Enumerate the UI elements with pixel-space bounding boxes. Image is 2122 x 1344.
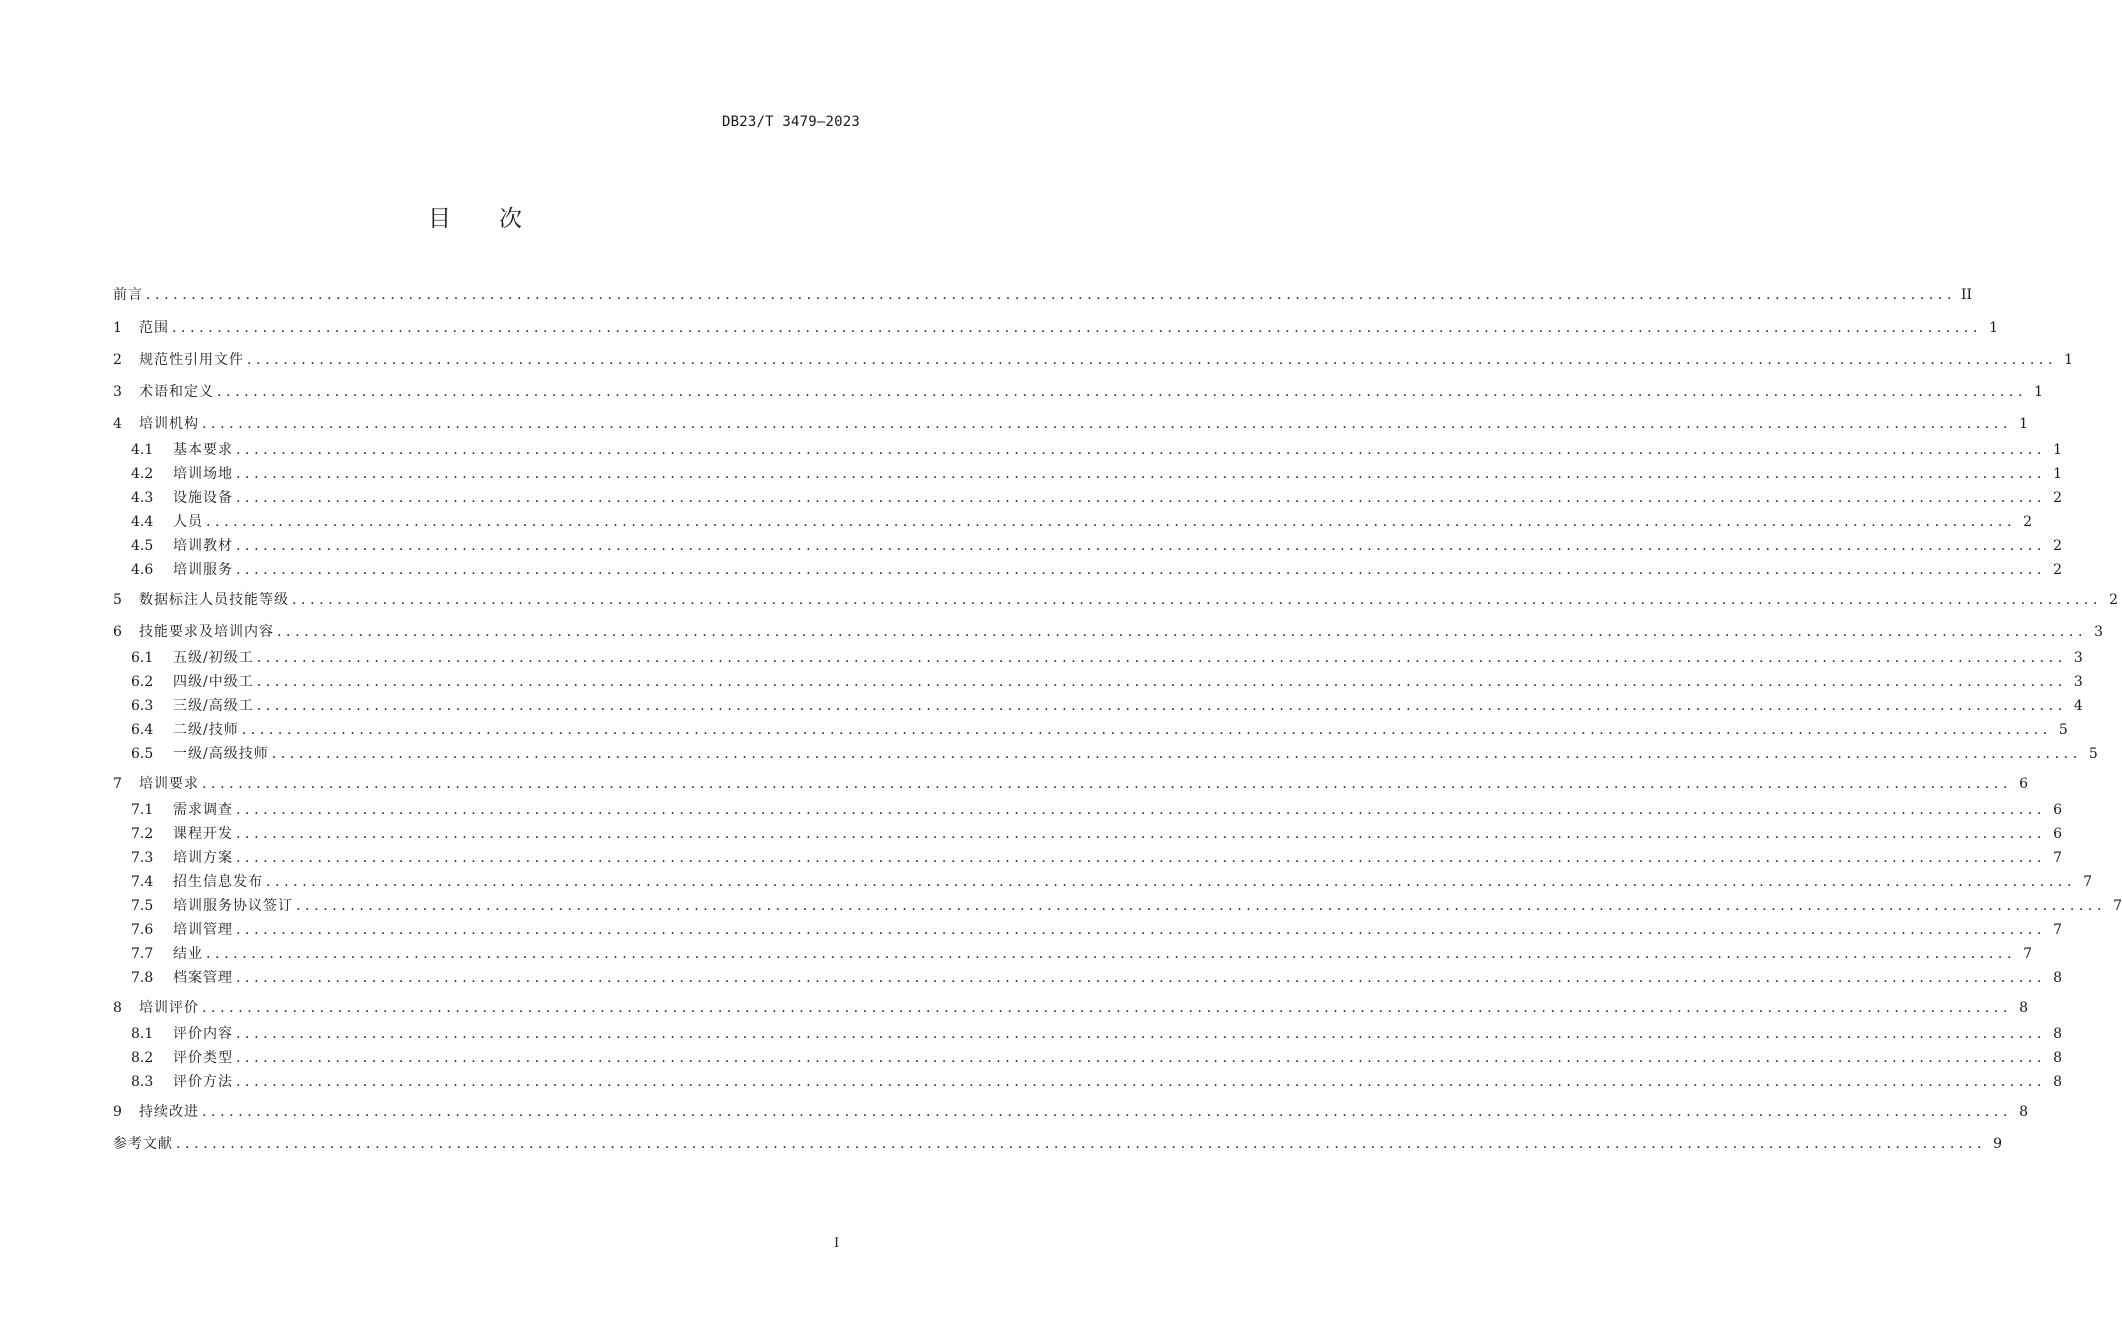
toc-entry-page: 7 <box>2113 898 2122 914</box>
toc-entry-number: 3 <box>113 384 122 400</box>
toc-entry-page: 8 <box>2053 1050 2063 1066</box>
dot-leader: ........................................................................................................................................................................................................ <box>236 1074 2047 1090</box>
toc-entry-page: 5 <box>2058 722 2068 738</box>
dot-leader: ........................................................................................................................................................................................................ <box>236 1050 2047 1066</box>
toc-entry-page: 1 <box>1989 320 1999 336</box>
toc-entry-title: 培训教材 <box>173 538 233 554</box>
toc-entry-title: 课程开发 <box>173 826 233 842</box>
dot-leader: ........................................................................................................................................................................................................ <box>266 874 2077 890</box>
dot-leader: ........................................................................................................................................................................................................ <box>236 538 2047 554</box>
toc-entry[interactable] <box>113 776 2029 792</box>
toc-entry[interactable] <box>113 624 2104 640</box>
dot-leader: ........................................................................................................................................................................................................ <box>256 674 2067 690</box>
toc-entry-title: 三级/高级工 <box>173 698 254 714</box>
dot-leader: ........................................................................................................................................................................................................ <box>236 802 2047 818</box>
toc-entry-title: 档案管理 <box>173 970 233 986</box>
toc-entry-title: 培训机构 <box>139 416 199 432</box>
toc-entry-number: 7.5 <box>131 898 154 914</box>
toc-entry-number: 8.2 <box>131 1050 154 1066</box>
dot-leader: ........................................................................................................................................................................................................ <box>256 698 2067 714</box>
toc-subentry[interactable] <box>113 802 2063 818</box>
toc-entry-title: 培训服务协议签订 <box>173 898 293 914</box>
toc-entry-title: 四级/中级工 <box>173 674 254 690</box>
dot-leader: ........................................................................................................................................................................................................ <box>202 776 2013 792</box>
toc-entry-page: 7 <box>2083 874 2093 890</box>
toc-entry-title: 基本要求 <box>173 442 233 458</box>
toc-entry[interactable] <box>113 416 2029 432</box>
toc-entry-number: 7.8 <box>131 970 154 986</box>
toc-entry-title: 人员 <box>173 514 203 530</box>
dot-leader: ........................................................................................................................................................................................................ <box>247 352 2058 368</box>
toc-entry-number: 4 <box>113 416 122 432</box>
dot-leader: ........................................................................................................................................................................................................ <box>146 287 1957 303</box>
toc-entry-number: 7.2 <box>131 826 154 842</box>
dot-leader: ........................................................................................................................................................................................................ <box>202 1104 2013 1120</box>
toc-entry-page: 8 <box>2019 1000 2029 1016</box>
toc-subentry[interactable] <box>113 1074 2063 1090</box>
toc-heading: 目次 <box>428 206 570 232</box>
toc-entry-page: 8 <box>2053 1074 2063 1090</box>
toc-entry-title: 培训评价 <box>139 1000 199 1016</box>
toc-subentry[interactable] <box>113 722 2068 738</box>
toc-entry-title: 技能要求及培训内容 <box>139 624 274 640</box>
toc-subentry[interactable] <box>113 674 2083 690</box>
toc-entry-page: 4 <box>2073 698 2083 714</box>
dot-leader: ........................................................................................................................................................................................................ <box>292 592 2103 608</box>
dot-leader: ........................................................................................................................................................................................................ <box>271 746 2082 762</box>
toc-entry-title: 数据标注人员技能等级 <box>139 592 289 608</box>
toc-entry-number: 9 <box>113 1104 122 1120</box>
toc-entry-page: 8 <box>2053 970 2063 986</box>
toc-entry-number: 6 <box>113 624 122 640</box>
toc-entry-title: 前言 <box>113 287 143 303</box>
dot-leader: ........................................................................................................................................................................................................ <box>176 1136 1987 1152</box>
toc-entry-number: 6.3 <box>131 698 154 714</box>
toc-entry-page: 1 <box>2053 442 2063 458</box>
toc-entry-page: 7 <box>2053 850 2063 866</box>
toc-subentry[interactable] <box>113 490 2063 506</box>
dot-leader: ........................................................................................................................................................................................................ <box>236 490 2047 506</box>
toc-entry-page: 6 <box>2019 776 2029 792</box>
toc-entry-title: 持续改进 <box>139 1104 199 1120</box>
toc-entry-title: 二级/技师 <box>173 722 239 738</box>
toc-entry[interactable] <box>113 1000 2029 1016</box>
toc-entry-page: 5 <box>2088 746 2098 762</box>
dot-leader: ........................................................................................................................................................................................................ <box>236 922 2047 938</box>
dot-leader: ........................................................................................................................................................................................................ <box>256 650 2067 666</box>
toc-entry-page: 1 <box>2064 352 2074 368</box>
toc-entry-title: 培训管理 <box>173 922 233 938</box>
toc-entry-number: 4.6 <box>131 562 154 578</box>
toc-entry-page: 3 <box>2073 674 2083 690</box>
dot-leader: ........................................................................................................................................................................................................ <box>206 514 2017 530</box>
toc-subentry[interactable] <box>113 850 2063 866</box>
toc-entry-page: 2 <box>2053 562 2063 578</box>
toc-entry-page: 3 <box>2073 650 2083 666</box>
toc-entry-number: 8 <box>113 1000 122 1016</box>
toc-entry[interactable] <box>113 384 2044 400</box>
dot-leader: ........................................................................................................................................................................................................ <box>236 466 2047 482</box>
toc-entry-page: 6 <box>2053 802 2063 818</box>
toc-entry-page: 2 <box>2023 514 2033 530</box>
toc-entry-title: 培训服务 <box>173 562 233 578</box>
toc-entry-number: 6.4 <box>131 722 154 738</box>
toc-entry-number: 7.6 <box>131 922 154 938</box>
toc-subentry[interactable] <box>113 922 2063 938</box>
toc-subentry[interactable] <box>113 946 2033 962</box>
toc-subentry[interactable] <box>113 874 2093 890</box>
toc-entry-number: 7 <box>113 776 122 792</box>
toc-entry-title: 需求调查 <box>173 802 233 818</box>
toc-entry-number: 6.2 <box>131 674 154 690</box>
toc-entry-number: 4.3 <box>131 490 154 506</box>
dot-leader: ........................................................................................................................................................................................................ <box>236 1026 2047 1042</box>
toc-subentry[interactable] <box>113 746 2098 762</box>
dot-leader: ........................................................................................................................................................................................................ <box>236 442 2047 458</box>
toc-entry-number: 4.2 <box>131 466 154 482</box>
toc-entry-title: 培训场地 <box>173 466 233 482</box>
toc-entry-number: 6.5 <box>131 746 154 762</box>
toc-entry-number: 7.4 <box>131 874 154 890</box>
toc-entry-title: 五级/初级工 <box>173 650 254 666</box>
toc-entry-title: 术语和定义 <box>139 384 214 400</box>
toc-entry-page: 8 <box>2019 1104 2029 1120</box>
dot-leader: ........................................................................................................................................................................................................ <box>236 826 2047 842</box>
toc-entry-page: 7 <box>2023 946 2033 962</box>
toc-entry-number: 7.3 <box>131 850 154 866</box>
toc-entry-number: 1 <box>113 320 122 336</box>
toc-subentry[interactable] <box>113 466 2063 482</box>
toc-entry-page: 9 <box>1993 1136 2003 1152</box>
toc-entry[interactable] <box>113 320 1999 336</box>
toc-entry-page: 2 <box>2053 538 2063 554</box>
toc-entry-title: 评价方法 <box>173 1074 233 1090</box>
dot-leader: ........................................................................................................................................................................................................ <box>172 320 1983 336</box>
toc-entry-page: II <box>1960 287 1973 303</box>
document-code: DB23/T 3479—2023 <box>721 114 860 130</box>
toc-entry-page: 3 <box>2094 624 2104 640</box>
toc-subentry[interactable] <box>113 898 2122 914</box>
toc-entry[interactable] <box>113 592 2119 608</box>
toc-subentry[interactable] <box>113 538 2063 554</box>
toc-entry-number: 4.4 <box>131 514 154 530</box>
toc-entry-title: 范围 <box>139 320 169 336</box>
toc-entry-number: 6.1 <box>131 650 154 666</box>
dot-leader: ........................................................................................................................................................................................................ <box>236 970 2047 986</box>
toc-entry-page: 6 <box>2053 826 2063 842</box>
dot-leader: ........................................................................................................................................................................................................ <box>206 946 2017 962</box>
toc-entry-page: 2 <box>2109 592 2119 608</box>
toc-subentry[interactable] <box>113 970 2063 986</box>
toc-subentry[interactable] <box>113 826 2063 842</box>
toc-entry-title: 招生信息发布 <box>173 874 263 890</box>
toc-subentry[interactable] <box>113 698 2083 714</box>
toc-entry-title: 规范性引用文件 <box>139 352 244 368</box>
dot-leader: ........................................................................................................................................................................................................ <box>202 416 2013 432</box>
toc-entry-page: 8 <box>2053 1026 2063 1042</box>
toc-entry-title: 设施设备 <box>173 490 233 506</box>
toc-entry-number: 5 <box>113 592 122 608</box>
toc-entry[interactable] <box>113 352 2074 368</box>
toc-subentry[interactable] <box>113 650 2083 666</box>
toc-entry-number: 8.1 <box>131 1026 154 1042</box>
toc-entry-page: 2 <box>2053 490 2063 506</box>
toc-subentry[interactable] <box>113 562 2063 578</box>
toc-entry[interactable] <box>113 1104 2029 1120</box>
toc-entry-title: 培训方案 <box>173 850 233 866</box>
dot-leader: ........................................................................................................................................................................................................ <box>277 624 2088 640</box>
toc-entry-title: 一级/高级技师 <box>173 746 269 762</box>
dot-leader: ........................................................................................................................................................................................................ <box>236 850 2047 866</box>
toc-entry-title: 评价内容 <box>173 1026 233 1042</box>
toc-subentry[interactable] <box>113 1050 2063 1066</box>
dot-leader: ........................................................................................................................................................................................................ <box>296 898 2107 914</box>
toc-entry-page: 7 <box>2053 922 2063 938</box>
toc-entry-number: 2 <box>113 352 122 368</box>
dot-leader: ........................................................................................................................................................................................................ <box>202 1000 2013 1016</box>
toc-entry-page: 1 <box>2053 466 2063 482</box>
toc-subentry[interactable] <box>113 514 2033 530</box>
toc-entry-number: 4.1 <box>131 442 154 458</box>
toc-entry-page: 1 <box>2034 384 2044 400</box>
toc-entry-title: 参考文献 <box>113 1136 173 1152</box>
toc-subentry[interactable] <box>113 442 2063 458</box>
toc-entry-number: 7.7 <box>131 946 154 962</box>
toc-subentry[interactable] <box>113 1026 2063 1042</box>
dot-leader: ........................................................................................................................................................................................................ <box>241 722 2052 738</box>
dot-leader: ........................................................................................................................................................................................................ <box>236 562 2047 578</box>
toc-entry[interactable] <box>113 1136 2003 1152</box>
page-number: I <box>834 1236 840 1251</box>
toc-entry-title: 结业 <box>173 946 203 962</box>
toc-entry-number: 4.5 <box>131 538 154 554</box>
toc-entry-number: 7.1 <box>131 802 154 818</box>
toc-entry[interactable] <box>113 287 1973 303</box>
toc-entry-title: 评价类型 <box>173 1050 233 1066</box>
dot-leader: ........................................................................................................................................................................................................ <box>217 384 2028 400</box>
toc-entry-title: 培训要求 <box>139 776 199 792</box>
toc-entry-page: 1 <box>2019 416 2029 432</box>
toc-entry-number: 8.3 <box>131 1074 154 1090</box>
